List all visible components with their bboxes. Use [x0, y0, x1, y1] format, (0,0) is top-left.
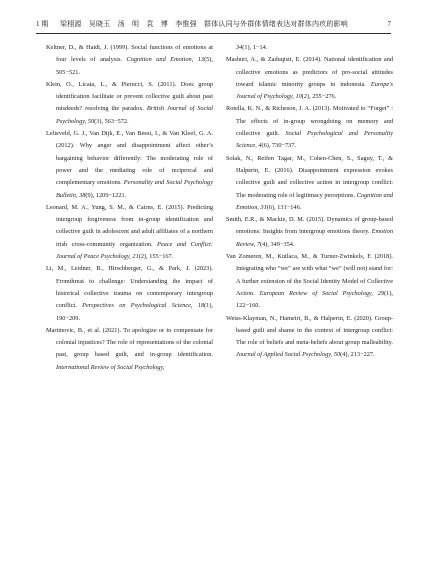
header-rule	[36, 33, 391, 34]
reference-entry: Weiss-Klayman, N., Hameiri, B., & Halperin, E. (2020). Group-based guilt and shame in the context of intergroup conflict: The role of beliefs and meta-beliefs about group malleability. Journal of Applied Social Psychology, 50(4), 213−227.	[226, 314, 393, 359]
reference-entry: Mashuri, A., & Zaduqisti, E. (2014). National identification and collective emotions as predictors of pro-social attitudes toward islamic minority groups in indonesia. Europe's Journal of Psychology, 10(2), 255−276.	[226, 56, 393, 101]
reference-entry: Leonard, M. A., Yung, S. M., & Cairns, E. (2015). Predicting intergroup forgiveness from in-group identification and collective guilt in adolescent and adult affiliates of a northern irish cross-community organization. Peace and Conflict: Journal of Peace Psychology, 21(2), 155−167.	[46, 203, 213, 261]
references-left-column	[46, 42, 213, 374]
references-right-column	[226, 42, 393, 362]
reference-entry: Keltner, D., & Haidt, J. (1999). Social functions of emotions at four levels of analysis. Cognition and Emotion, 13(5), 505−521.	[46, 44, 213, 76]
reference-entry: Klein, O., Licata, L., & Pierucci, S. (2011). Does group identification facilitate or prevent collective guilt about past misdeeds? resolving the paradox. British Journal of Social Psychology, 50(3), 563−572.	[46, 80, 214, 125]
page-number: 7	[387, 20, 391, 28]
issue-label: 1 期	[36, 20, 49, 28]
reference-entry: Smith, E.R., & Mackie, D. M. (2015). Dynamics of group-based emotions: Insights from intergroup emotions theory. Emotion Review, 7(4), 349−354.	[226, 216, 393, 248]
reference-entry-continued: 34(1), 1−14.	[236, 44, 268, 51]
reference-entry: Rotella, K. N., & Richeson, J. A. (2013). Motivated to “Forget” : The effects of in-group wrongdoing on memory and collective guilt. Social Psychological and Personality Science, 4(6), 730−737.	[226, 105, 393, 150]
reference-entry: Van Zomeren, M., Kutlaca, M., & Turner-Zwinkels, F. (2018). Integrating who “we” are with what “we” (will not) stand for: A further extension of the Social Identity Model of Collective Action. European Review of Social Psychology, 29(1), 122−160.	[226, 253, 393, 310]
running-title: 梁栩源 吴晓玉 汤 明 袁 博 李惟强 群体认同与外群体情绪表达对群体内疚的影响	[60, 20, 348, 28]
reference-entry: Martinovic, B., et al. (2021). To apologize or to compensate for colonial injustices? The role of representations of the colonial past, group based guilt, and in-group identification. International Review of Social Psychology,	[46, 326, 213, 371]
reference-entry: Solak, N., Reifen Tagar, M., Cohen-Chen, S., Saguy, T., & Halperin, E. (2016). Disappointment expression evokes collective guilt and collective action in intergroup conflict: The moderating role of legitimacy perceptions. Cognition and Emotion, 31(6), 131−146.	[226, 154, 393, 211]
reference-entry: Lelieveld, G. J., Van Dijk, E., Van Beest, I., & Van Kleef, G. A. (2012). Why anger and disappointment affect other’s bargaining behavior differently: The moderating role of power and the mediating role of reciprocal and complementary emotions. Personality and Social Psychology Bulletin, 38(9), 1209−1221.	[46, 130, 213, 199]
reference-entry: Li, M., Leidner, B., Hirschberger, G., & Park, J. (2023). Fromthreat to challenge: Understanding the impact of historical collective trauma on contemporary intergroup conflict. Perspectives on Psychological Science, 18(1), 190−209.	[46, 265, 213, 322]
running-header	[36, 16, 391, 32]
